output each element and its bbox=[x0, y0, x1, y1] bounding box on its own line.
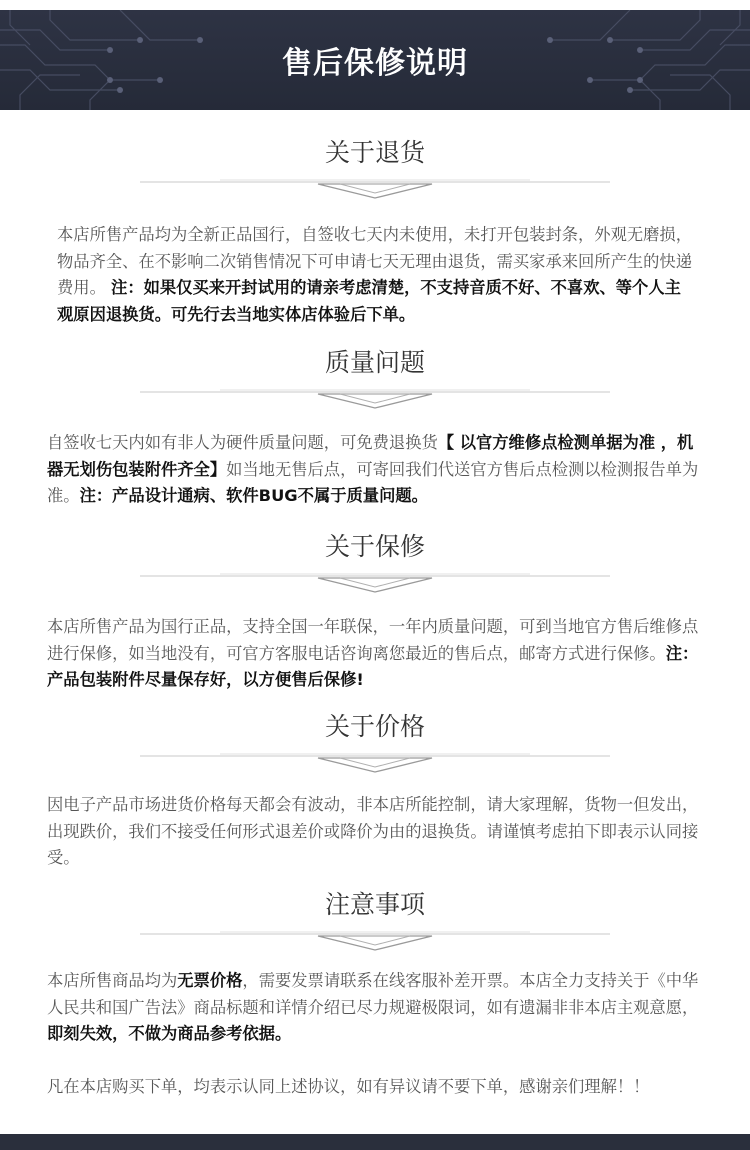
notice-text-2: ，需要发票请联系在线客服补差开票。本店全力支持关于《中华人民共和国广告法》商品标题和详情介绍已尽力规避极限词，如有遗漏非非本店主观意愿， bbox=[47, 971, 699, 1017]
page-header bbox=[0, 10, 750, 110]
returns-paragraph bbox=[57, 222, 697, 328]
section-title: 质量问题 bbox=[324, 348, 425, 377]
quality-bold-1: 【 以官方维修点检测单据为准 ，机器无划伤包装附件齐全】 bbox=[47, 433, 694, 479]
notice-text-1: 本店所售商品均为 bbox=[47, 971, 178, 990]
price-paragraph bbox=[47, 792, 707, 872]
ornament-divider-icon bbox=[0, 570, 750, 600]
warranty-note: 注：产品包装附件尽量保存好，以方便售后保修! bbox=[47, 643, 699, 689]
notice-bold-1: 无票价格 bbox=[177, 971, 243, 990]
price-text: 因电子产品市场进货价格每天都会有波动，非本店所能控制，请大家理解，货物一但发出，出现跌价，我们不接受任何形式退差价或降价为由的退换货。请谨慎考虑拍下即表示认同接受。 bbox=[47, 795, 699, 867]
notice-bold-2: 即刻失效，不做为商品参考依据。 bbox=[47, 1024, 292, 1043]
section-title: 注意事项 bbox=[324, 890, 425, 919]
ornament-divider-icon bbox=[0, 750, 750, 780]
ornament-divider-icon bbox=[0, 386, 750, 416]
closing-paragraph: 凡在本店购买下单，均表示认同上述协议，如有异议请不要下单，感谢亲们理解！！ bbox=[47, 1077, 650, 1096]
quality-text-1: 自签收七天内如有非人为硬件质量问题，可免费退换货 bbox=[47, 433, 438, 452]
returns-note: 注：如果仅买来开封试用的请亲考虑清楚，不支持音质不好、不喜欢、等个人主观原因退换货。可先行去当地实体店体验后下单。 bbox=[57, 278, 681, 324]
section-title: 关于价格 bbox=[324, 712, 425, 741]
quality-note: 注：产品设计通病、软件BUG不属于质量问题。 bbox=[79, 486, 428, 505]
returns-text: 本店所售产品均为全新正品国行，自签收七天内未使用，未打开包装封条，外观无磨损，物品齐全、在不影响二次销售情况下可申请七天无理由退货，需买家承来回所产生的快递费用。 bbox=[57, 225, 692, 297]
ornament-divider-icon bbox=[0, 176, 750, 206]
section-title: 关于保修 bbox=[324, 532, 425, 561]
footer-bar bbox=[0, 1134, 750, 1150]
quality-text-2: 如当地无售后点，可寄回我们代送官方售后点检测以检测报告单为准。 bbox=[47, 459, 699, 505]
ornament-divider-icon bbox=[0, 928, 750, 958]
section-title: 关于退货 bbox=[324, 138, 425, 167]
warranty-paragraph bbox=[47, 614, 707, 694]
warranty-text: 本店所售产品为国行正品，支持全国一年联保，一年内质量问题，可到当地官方售后维修点进行保修，如当地没有，可官方客服电话咨询离您最近的售后点，邮寄方式进行保修。 bbox=[47, 617, 699, 663]
notice-paragraph bbox=[47, 968, 707, 1048]
quality-paragraph bbox=[47, 430, 707, 510]
page-title: 售后保修说明 bbox=[282, 46, 468, 81]
